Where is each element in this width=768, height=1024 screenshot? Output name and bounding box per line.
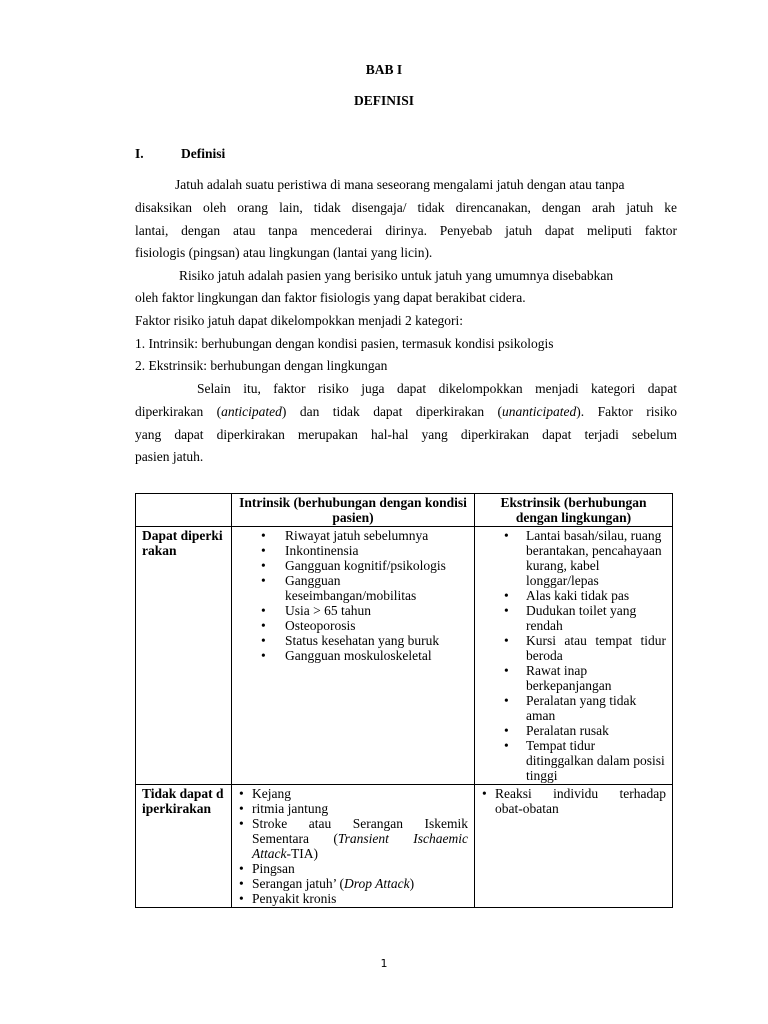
table-row [136,527,673,785]
row-label-tidak-dapat: Tidak dapat diperkirakan [136,785,232,908]
para2-line1: Risiko jatuh adalah pasien yang berisiko untuk jatuh yang umumnya disebabkan [179,268,614,283]
table-header-row [136,494,673,527]
para1-line3: lantai, dengan atau tanpa mencederai dirinya. Penyebab jatuh dapat meliputi faktor [135,223,677,238]
list-item: • Peralatan rusak [526,723,666,738]
para3-line2: diperkirakan (anticipated) dan tidak dapat diperkirakan (unanticipated). Faktor risiko [135,404,678,419]
list-item: • Serangan jatuh’ (Drop Attack) [245,876,468,891]
row1-intrinsik-cell [232,527,475,785]
list-item: • Riwayat jatuh sebelumnya [285,528,468,543]
list-item: • Alas kaki tidak pas [526,588,666,603]
list-item: • Dudukan toilet yang rendah [526,603,666,633]
para3-line1: Selain itu, faktor risiko juga dapat dikelompokkan menjadi kategori dapat [197,381,677,396]
section-number: I. [135,146,144,161]
list-item: • Pingsan [245,861,468,876]
list-item: • Reaksi individu terhadap obat-obatan [488,786,666,816]
para1-line2: disaksikan oleh orang lain, tidak disengaja/ tidak direncanakan, dengan arah jatuh ke [135,200,677,215]
list-item: • Usia > 65 tahun [285,603,468,618]
para1-line1: Jatuh adalah suatu peristiwa di mana seseorang mengalami jatuh dengan atau tanpa [175,177,625,192]
list-item: • Osteoporosis [285,618,468,633]
chapter-label: BAB I [365,62,403,77]
list-item: • Gangguan moskuloskeletal [285,648,468,663]
table-header-empty [136,494,232,527]
list-item: • Peralatan yang tidak aman [526,693,666,723]
row2-ekstrinsik-cell [475,785,673,908]
list-item: • Tempat tidur ditinggalkan dalam posisi tinggi [526,738,666,783]
row-label-dapat: Dapat diperkirakan [136,527,232,785]
table-header-intrinsik: Intrinsik (berhubungan dengan kondisi pasien) [232,494,475,527]
row2-intrinsik-cell [232,785,475,908]
list-item: • ritmia jantung [245,801,468,816]
page-number: 1 [380,957,388,970]
chapter-title: DEFINISI [353,93,415,108]
list-item: • Rawat inap berkepanjangan [526,663,666,693]
para2-line2: oleh faktor lingkungan dan faktor fisiologis yang dapat berakibat cidera. [135,290,526,305]
section-title: Definisi [181,146,226,161]
risk-factor-table [135,493,673,908]
list-item: • Gangguan kognitif/psikologis [285,558,468,573]
list-item: • Status kesehatan yang buruk [285,633,468,648]
factor-item-2: 2. Ekstrinsik: berhubungan dengan lingkungan [135,358,388,373]
row1-ekstrinsik-cell [475,527,673,785]
list-item: • Kejang [245,786,468,801]
table-row [136,785,673,908]
list-item: • Inkontinensia [285,543,468,558]
list-item: • Penyakit kronis [245,891,468,906]
list-item: • Stroke atau Serangan Iskemik Sementara (Transient Ischaemic Attack-TIA) [245,816,468,861]
para1-line4: fisiologis (pingsan) atau lingkungan (lantai yang licin). [135,245,433,260]
factors-intro: Faktor risiko jatuh dapat dikelompokkan menjadi 2 kategori: [135,313,464,328]
list-item: • Gangguan keseimbangan/mobilitas [285,573,468,603]
para3-line4: pasien jatuh. [135,449,204,464]
para3-line3: yang dapat diperkirakan merupakan hal-hal yang diperkirakan dapat terjadi sebelum [135,427,677,442]
table-header-ekstrinsik: Ekstrinsik (berhubungan dengan lingkungan) [475,494,673,527]
list-item: • Lantai basah/silau, ruang berantakan, pencahayaan kurang, kabel longgar/lepas [526,528,666,588]
list-item: • Kursi atau tempat tidur beroda [526,633,666,663]
factor-item-1: 1. Intrinsik: berhubungan dengan kondisi pasien, termasuk kondisi psikologis [135,336,554,351]
